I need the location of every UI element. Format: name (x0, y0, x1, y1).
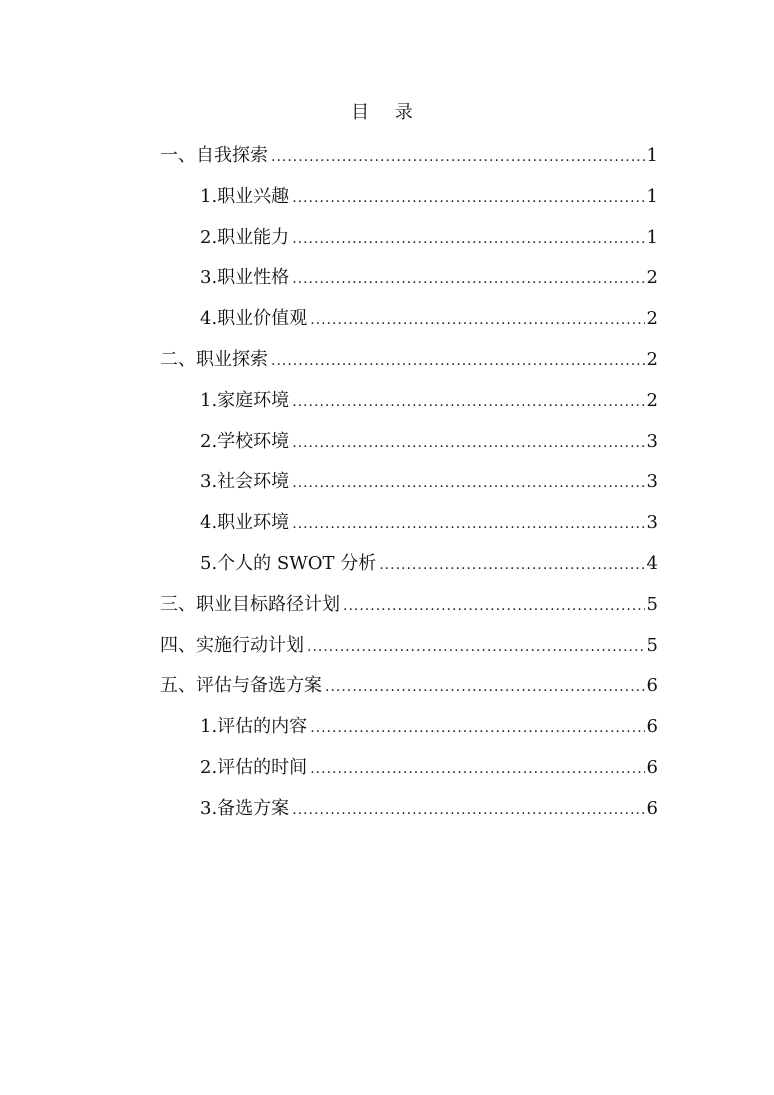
toc-dot-leader (292, 223, 644, 255)
toc-dot-leader (271, 345, 645, 377)
toc-dot-leader (292, 427, 644, 459)
toc-dot-leader (310, 304, 644, 336)
toc-entry-label: 2.职业能力 (200, 226, 290, 248)
toc-entry[interactable] (160, 426, 658, 467)
toc-entry-label: 1.职业兴趣 (200, 185, 290, 207)
toc-dot-leader (292, 182, 644, 214)
toc-entry[interactable] (160, 670, 658, 711)
toc-page-number: 5 (646, 593, 658, 615)
toc-page-number: 3 (646, 430, 658, 452)
toc-page-number: 2 (646, 308, 658, 330)
toc-entry-label: 二、职业探索 (160, 348, 268, 370)
toc-entry-label: 2.学校环境 (200, 430, 290, 452)
toc-page-number: 3 (646, 471, 658, 493)
toc-page-number: 1 (646, 226, 658, 248)
toc-page-number: 4 (646, 552, 658, 574)
toc-list (160, 140, 658, 834)
toc-entry[interactable] (160, 181, 658, 222)
toc-dot-leader (343, 590, 645, 622)
toc-page-number: 2 (646, 348, 658, 370)
toc-title: 目 录 (351, 102, 423, 123)
toc-entry-label: 1.家庭环境 (200, 389, 290, 411)
toc-dot-leader (292, 467, 644, 499)
toc-entry[interactable] (160, 140, 658, 181)
toc-dot-leader (307, 631, 645, 663)
toc-page-number: 1 (646, 185, 658, 207)
toc-entry-label: 一、自我探索 (160, 145, 268, 166)
toc-entry[interactable] (160, 262, 658, 303)
toc-page-number: 3 (646, 512, 658, 534)
toc-dot-leader (310, 753, 644, 785)
toc-entry[interactable] (160, 344, 658, 385)
toc-entry[interactable] (160, 466, 658, 507)
toc-entry-label: 3.社会环境 (200, 471, 290, 493)
toc-entry-label: 三、职业目标路径计划 (160, 593, 340, 615)
toc-dot-leader (325, 671, 645, 703)
toc-page-number: 6 (646, 716, 658, 738)
toc-page-number: 6 (646, 797, 658, 819)
toc-page-number: 2 (646, 267, 658, 289)
toc-page-number: 6 (646, 675, 658, 697)
toc-entry[interactable] (160, 548, 658, 589)
toc-page-number: 2 (646, 389, 658, 411)
toc-entry-label: 3.备选方案 (200, 797, 290, 819)
toc-entry-label: 3.职业性格 (200, 267, 290, 289)
toc-dot-leader (271, 141, 645, 173)
toc-page-number: 1 (646, 145, 658, 166)
toc-entry[interactable] (160, 752, 658, 793)
toc-entry[interactable] (160, 630, 658, 671)
toc-entry[interactable] (160, 303, 658, 344)
toc-entry-label: 5.个人的 SWOT 分析 (200, 552, 377, 574)
toc-dot-leader (292, 794, 644, 826)
toc-entry[interactable] (160, 589, 658, 630)
toc-entry-label: 4.职业环境 (200, 512, 290, 534)
toc-dot-leader (310, 712, 644, 744)
toc-entry-label: 四、实施行动计划 (160, 634, 304, 656)
toc-entry[interactable] (160, 711, 658, 752)
toc-dot-leader (379, 549, 644, 581)
toc-entry[interactable] (160, 507, 658, 548)
toc-entry-label: 2.评估的时间 (200, 756, 308, 778)
toc-dot-leader (292, 263, 644, 295)
toc-entry[interactable] (160, 385, 658, 426)
toc-entry[interactable] (160, 222, 658, 263)
toc-dot-leader (292, 386, 644, 418)
toc-page-number: 6 (646, 756, 658, 778)
toc-entry-label: 1.评估的内容 (200, 716, 308, 738)
toc-page-number: 5 (646, 634, 658, 656)
toc-entry-label: 五、评估与备选方案 (160, 675, 322, 697)
toc-entry-label: 4.职业价值观 (200, 308, 308, 330)
toc-entry[interactable] (160, 793, 658, 834)
toc-dot-leader (292, 508, 644, 540)
